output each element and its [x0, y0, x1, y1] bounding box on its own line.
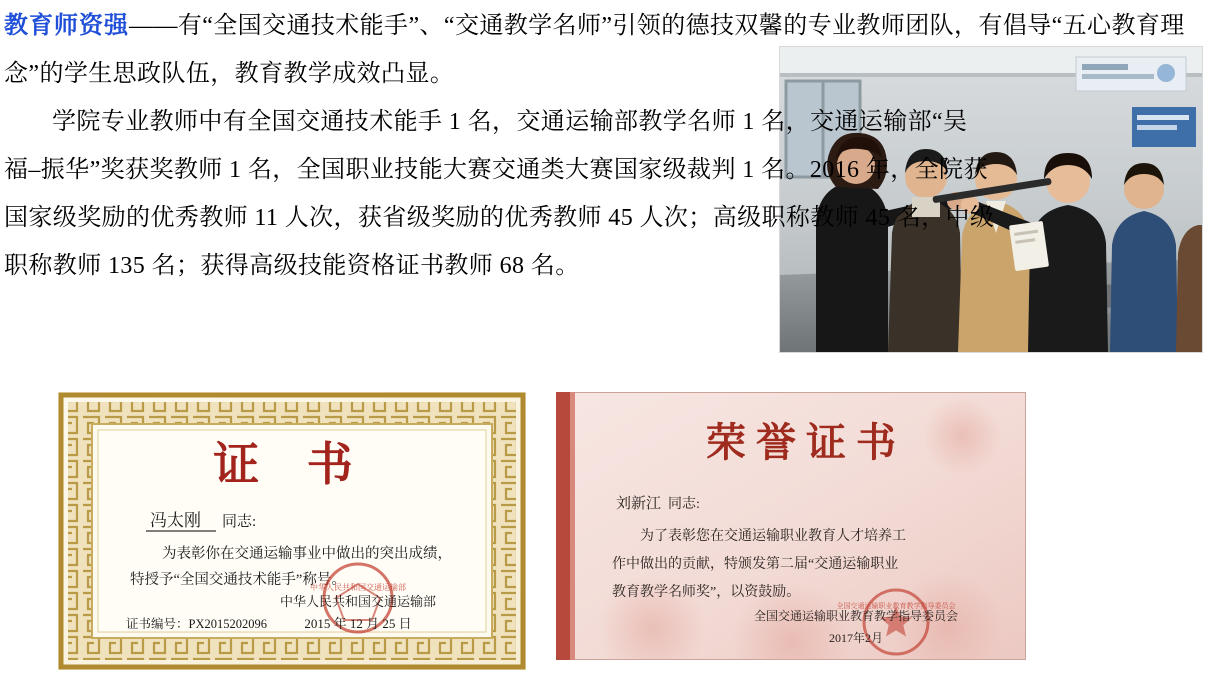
certificate-2-image: [556, 392, 1026, 660]
paragraph-intro-text: ——有“全国交通技术能手”、“交通教学名师”引领的德技双馨的专业教师团队，有倡导“五心教育理念”的学生思政队伍，教育教学成效凸显。: [4, 13, 1185, 87]
cert1-seal-text: 中华人民共和国交通运输部: [310, 583, 406, 592]
cert2-seal-text: 全国交通运输职业教育教学指导委员会: [836, 602, 956, 610]
cert1-body-2: 特授予“全国交通技术能手”称号。: [130, 572, 346, 588]
paragraph-statistics: 学院专业教师中有全国交通技术能手 1 名，交通运输部教学名师 1 名，交通运输部“吴福–振华”奖获奖教师 1 名，全国职业技能大赛交通类大赛国家级裁判 1 名。2016 年，全院获国家级奖励的优秀教师 11 人次，获省级奖励的优秀教师 45 人次；高级职称教师 45 名，中级职称教师 135 名；获得高级技能资格证书教师 68 名。: [4, 109, 995, 279]
cert1-recipient: 冯太刚: [150, 511, 201, 530]
cert1-number: 证书编号：PX2015202096: [126, 617, 267, 631]
cert2-issuer: 全国交通运输职业教育教学指导委员会: [753, 609, 959, 623]
paragraph-intro: [0, 2, 1207, 98]
cert2-body-3: 教育教学名师奖”，以资鼓励。: [612, 585, 801, 600]
cert1-recipient-suffix: 同志:: [222, 514, 257, 530]
cert2-date: 2017年2月: [828, 631, 884, 645]
cert1-date: 2015 年 12 月 25 日: [304, 616, 412, 631]
paragraph-keyword: 教育师资强: [4, 12, 129, 39]
certificate-1-image: [58, 392, 526, 670]
certificate-technical-expert: [58, 392, 526, 670]
cert2-body-1: 为了表彰您在交通运输职业教育人才培养工: [640, 529, 906, 544]
cert2-body-2: 作中做出的贡献，特颁发第二届“交通运输职业: [612, 557, 899, 572]
cert2-title: 荣誉证书: [706, 420, 906, 465]
cert2-recipient-suffix: 同志:: [668, 497, 700, 512]
cert1-title: 证 书: [213, 439, 371, 490]
certificate-teaching-master: [556, 392, 1026, 660]
cert2-recipient: 刘新江: [616, 496, 662, 512]
cert1-issuer: 中华人民共和国交通运输部: [279, 594, 437, 609]
cert1-body-1: 为表彰你在交通运输事业中做出的突出成绩，: [162, 546, 452, 562]
